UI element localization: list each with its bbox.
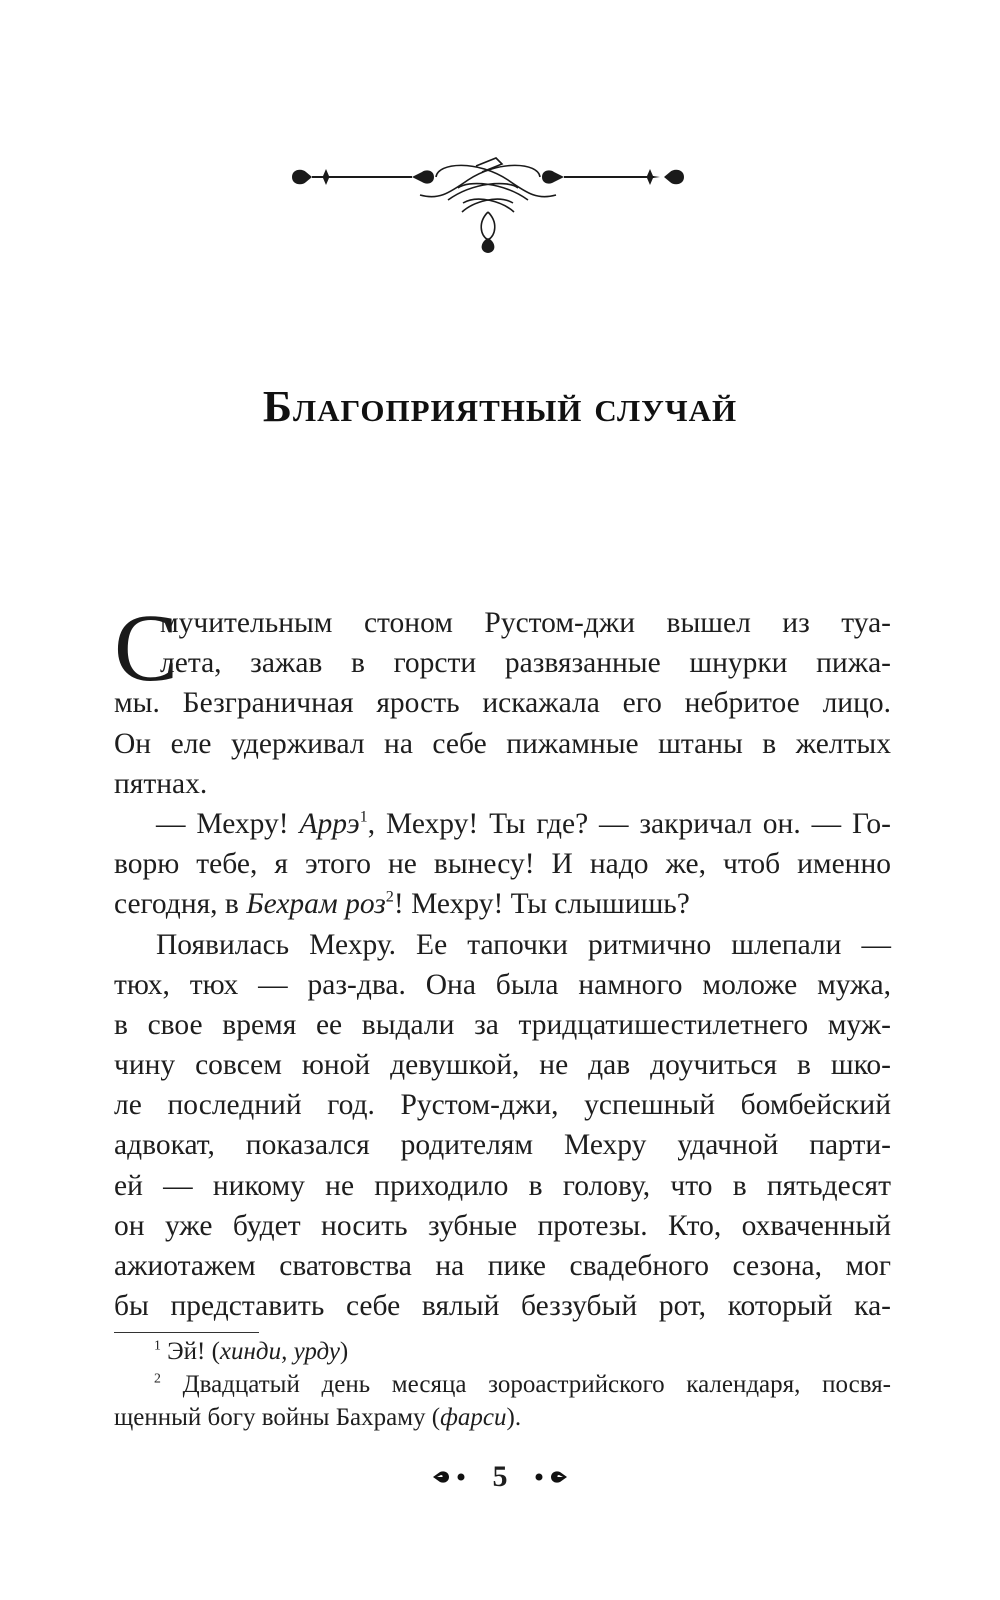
teardrop-dot-icon	[531, 1469, 569, 1485]
text-line: мы. Безграничная ярость искажала его небритое лицо.	[114, 687, 891, 720]
page-number-value: 5	[492, 1460, 508, 1494]
footnote-italic: хинди, урду	[219, 1338, 340, 1365]
footnotes	[114, 1335, 891, 1434]
footnote-divider	[114, 1332, 259, 1333]
italic-term: Аррэ	[299, 807, 360, 840]
text-line: ажиотажем сватовства на пике свадебного сезона, мог	[114, 1250, 891, 1282]
text-line: ле последний год. Рустом-джи, успешный бомбейский	[114, 1089, 891, 1122]
footnote-2	[114, 1368, 891, 1401]
text-span: — Мехру!	[156, 807, 300, 840]
text-line: Он еле удерживал на себе пижамные штаны в желтых	[114, 727, 891, 760]
text-line: ей — никому не приходило в голову, что в пятьдесят	[114, 1169, 891, 1202]
text-line: лета, зажав в горсти развязанные шнурки пижа-	[160, 647, 891, 680]
text-line: тюх, тюх — раз-два. Она была намного моложе мужа,	[114, 968, 891, 1001]
text-line: мучительным стоном Рустом-джи вышел из туа-	[160, 607, 891, 639]
text-line	[114, 884, 891, 924]
footnote-text: )	[339, 1338, 349, 1365]
text-line	[114, 804, 891, 844]
body-text	[114, 594, 891, 1326]
text-span: , Мехру! Ты где? — закричал он. — Го-	[367, 807, 891, 840]
footnote-2-cont	[114, 1401, 891, 1434]
drop-cap: С	[114, 594, 179, 701]
footnote-1	[114, 1335, 891, 1368]
text-line: чину совсем юной девушкой, не дав доучиться в шко-	[114, 1049, 891, 1082]
text-line: бы представить себе вялый беззубый рот, который ка-	[114, 1290, 891, 1323]
text-span: сегодня, в	[114, 888, 247, 921]
footnote-italic: фарси	[440, 1404, 507, 1431]
text-line: пятнах.	[114, 767, 208, 800]
text-line: в свое время ее выдали за тридцатишестилетнего муж-	[114, 1008, 891, 1041]
footnote-text: щенный богу войны Бахраму (	[114, 1404, 441, 1431]
text-line: он уже будет носить зубные протезы. Кто, охваченный	[114, 1209, 891, 1242]
footnote-text: Двадцатый день месяца зороастрийского календаря, посвя-	[182, 1371, 891, 1398]
text-line: ворю тебе, я этого не вынесу! И надо же, чтоб именно	[114, 848, 891, 881]
italic-term: Бехрам роз	[246, 888, 386, 921]
footnote-ref[interactable]: 1	[359, 807, 368, 826]
footnote-mark: 1	[154, 1337, 161, 1353]
page-number	[0, 1458, 1000, 1494]
text-span: ! Мехру! Ты слышишь?	[393, 888, 690, 921]
text-line: Появилась Мехру. Ее тапочки ритмично шлепали —	[156, 928, 891, 961]
footnote-ref[interactable]: 2	[385, 887, 394, 906]
text-line: адвокат, показался родителям Мехру удачной парти-	[114, 1129, 891, 1162]
chapter-title: Благоприятный случай	[262, 382, 738, 432]
flourish-ornament-icon	[288, 150, 688, 260]
teardrop-dot-icon	[431, 1469, 469, 1485]
footnote-text: Эй! (	[167, 1338, 220, 1365]
footnote-mark: 2	[154, 1370, 161, 1386]
footnote-text: ).	[506, 1404, 522, 1431]
